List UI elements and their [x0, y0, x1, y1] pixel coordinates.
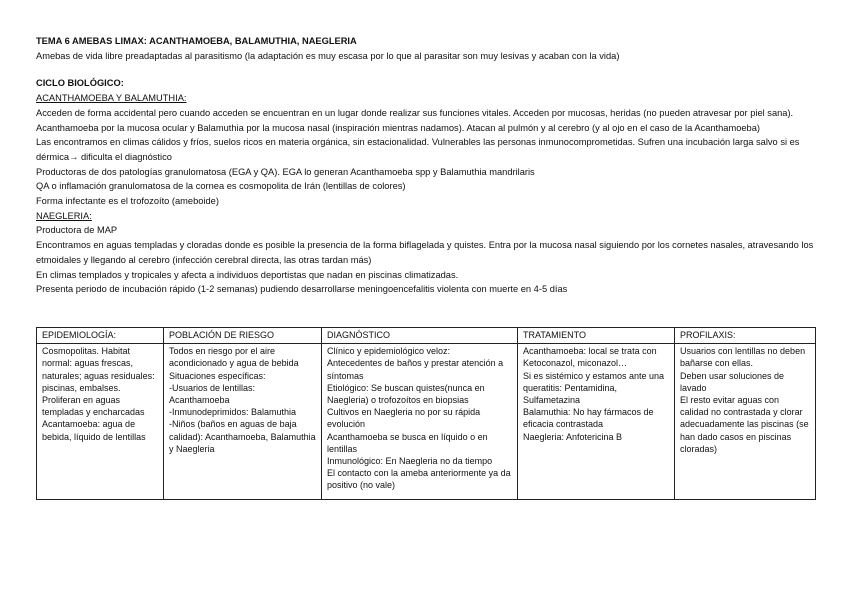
acanth-line: Acceden de forma accidental pero cuando acceden se encuentran en un lugar donde realizar sus funciones vitales. Acceden por mucosas, heridas (no pueden atravesar por piel sana). Acanthamoeba por la mucosa ocular y Balamuthia por la mucosa nasal (inspiración mientras nadamos). Atacan al pulmón y al cerebro (y al ojo en el caso de la Acanthamoeba) — [36, 107, 794, 133]
cell-line: Cosmopolitas. Habitat normal: aguas frescas, naturales; aguas residuales: piscinas, embalses. Proliferan en aguas templadas y encharcadas — [42, 346, 155, 418]
cell-line: Usuarios con lentillas no deben bañarse con ellas. — [680, 346, 806, 369]
naegleria-line: En climas templados y tropicales y afecta a individuos deportistas que nadan en piscinas climatizadas. — [36, 269, 459, 280]
cell-line: Acantamoeba: agua de bebida, líquido de lentillas — [42, 419, 146, 442]
cell-line: Deben usar soluciones de lavado — [680, 370, 785, 393]
cell-line: Acanthamoeba se busca en líquido o en lentillas — [327, 431, 488, 454]
table-header-row — [37, 328, 816, 344]
intro-paragraph: Amebas de vida libre preadaptadas al parasitismo (la adaptación es muy escasa por lo que al parasitar son muy lesivas y acaban con la vida) — [36, 50, 620, 61]
cell-line: Antecedentes de baños y prestar atención a síntomas — [327, 358, 504, 381]
cell-diagnostico — [322, 344, 518, 500]
cell-line: El resto evitar aguas con calidad no contrastada y clorar adecuadamente las piscinas (se han dado casos en piscinas cloradas) — [680, 395, 809, 454]
cell-epidemiologia — [37, 344, 164, 500]
header-profilaxis: PROFILAXIS: — [675, 328, 816, 344]
cell-line: Inmunológico: En Naegleria no da tiempo — [327, 456, 493, 467]
cell-line: -Niños (baños en aguas de baja calidad): Acanthamoeba, Balamuthia y Naegleria — [169, 419, 316, 454]
cell-line: -Usuarios de lentillas: Acanthamoeba — [169, 382, 256, 406]
ciclo-heading: CICLO BIOLÓGICO: — [36, 78, 124, 89]
cell-line: Situaciones específicas: — [169, 370, 266, 381]
cell-line: Clínico y epidemiológico veloz: — [327, 346, 451, 357]
cell-tratamiento — [518, 344, 675, 500]
cell-line: Cultivos en Naegleria no por su rápida evolución — [327, 407, 481, 430]
acanth-line: Productoras de dos patologías granulomatosa (EGA y QA). EGA lo generan Acanthamoeba spp y Balamuthia mandrilaris — [36, 166, 535, 177]
cell-line: Acanthamoeba: local se trata con Ketoconazol, miconazol… — [523, 346, 657, 369]
document-title: TEMA 6 AMEBAS LIMAX: ACANTHAMOEBA, BALAMUTHIA, NAEGLERIA — [36, 36, 357, 46]
acanth-line: Forma infectante es el trofozoíto (ameboide) — [36, 196, 219, 207]
acanth-line: Las encontramos en climas cálidos y fríos, suelos ricos en materia orgánica, sin estacionalidad. Vulnerables las personas inmunocomprometidas. Sufren una incubación larga salvo si es dérmica→ dificulta el diagnóstico — [36, 137, 800, 162]
document-body — [36, 34, 816, 297]
cell-profilaxis — [675, 344, 816, 500]
summary-table — [36, 327, 816, 500]
naegleria-heading: NAEGLERIA: — [36, 210, 92, 221]
acanth-heading: ACANTHAMOEBA Y BALAMUTHIA: — [36, 93, 187, 104]
cell-line: -Inmunodeprimidos: Balamuthia — [169, 407, 297, 418]
table-row — [37, 344, 816, 500]
cell-poblacion-riesgo — [164, 344, 322, 500]
naegleria-line: Productora de MAP — [36, 225, 118, 236]
cell-line: Balamuthia: No hay fármacos de eficacia contrastada — [523, 407, 654, 430]
acanth-line: QA o inflamación granulomatosa de la cornea es cosmopolita de Irán (lentillas de colores) — [36, 181, 406, 192]
naegleria-line: Presenta periodo de incubación rápido (1-2 semanas) pudiendo desarrollarse meningoencefalitis violenta con muerte en 4-5 días — [36, 284, 568, 295]
header-poblacion-riesgo: POBLACIÓN DE RIESGO — [164, 328, 322, 344]
header-diagnostico: DIAGNÓSTICO — [322, 328, 518, 344]
cell-line: Etiológico: Se buscan quistes(nunca en Naegleria) o trofozoítos en biopsias — [327, 382, 485, 406]
header-epidemiologia: EPIDEMIOLOGÍA: — [37, 328, 164, 344]
naegleria-line: Encontramos en aguas templadas y cloradas donde es posible la presencia de la forma biflagelada y quistes. Entra por la mucosa nasal siguiendo por los cornetes nasales, atravesando los etmoidales y llegando al cerebro (infección cerebral directa, las otras tardan más) — [36, 240, 814, 265]
cell-line: Naegleria: Anfotericina B — [523, 431, 623, 442]
cell-line: El contacto con la ameba anteriormente ya da positivo (no vale) — [327, 468, 511, 491]
header-tratamiento: TRATAMIENTO — [518, 328, 675, 344]
cell-line: Todos en riesgo por el aire acondicionado y agua de bebida — [169, 346, 299, 369]
cell-line: Si es sistémico y estamos ante una queratitis: Pentamidina, Sulfametazina — [523, 370, 665, 406]
